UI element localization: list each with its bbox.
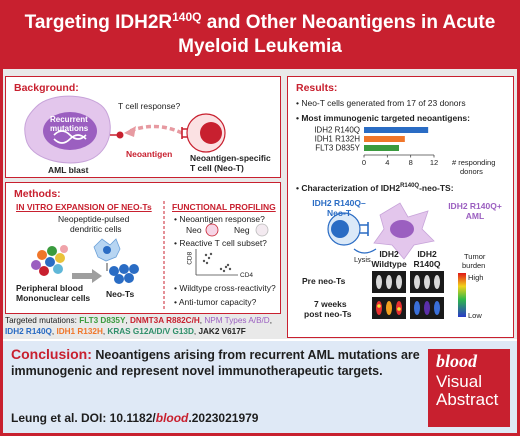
- tcell-response-label: T cell response?: [118, 101, 181, 111]
- x-tick-label: 12: [429, 158, 439, 167]
- conclusion-text: [11, 347, 421, 379]
- methods-panel: Methods: IN VITRO EXPANSION OF NEO-Ts Neopeptide-pulsed dendritic cells Peripheral blood Mononuclear cells Neo-Ts FUNCTIONAL PROFILING • Neoantigen response? Neo Neg • Reactive T cell subset? CD8 CD4 • Wildtype cross-reactivity? • Anti-tumor capacity?: [5, 182, 281, 314]
- mice-wt-post: [376, 301, 402, 315]
- neoantigen-dot: [117, 132, 124, 139]
- q-reactive-subset: Reactive T cell subset?: [179, 238, 267, 248]
- pbmc-cluster-icon: [31, 245, 68, 276]
- bar-mark: [364, 127, 428, 133]
- neg-label: Neg: [234, 225, 250, 235]
- in-vitro-heading: IN VITRO EXPANSION OF NEO-Ts: [16, 202, 152, 212]
- title-part1: Targeting IDH2R: [24, 12, 173, 33]
- x-tick-label: 8: [408, 158, 413, 167]
- background-heading: Background:: [14, 82, 79, 94]
- logo-word: blood: [436, 351, 478, 371]
- col-wt-label-2: Wildtype: [371, 259, 407, 269]
- q-antitumor: Anti-tumor capacity?: [178, 297, 257, 307]
- neoantigen-label: Neoantigen: [126, 149, 173, 159]
- dendritic-cell-icon: [94, 239, 120, 261]
- scale-low-label: Low: [468, 311, 482, 320]
- mutation-npm: NPM Types A/B/D: [204, 316, 270, 325]
- neo-ts-cluster-icon: [109, 264, 139, 284]
- citation: [11, 411, 258, 425]
- targeted-mutations: Targeted mutations: FLT3 D835Y, DNMT3A R882C/H, NPM Types A/B/D, IDH2 R140Q, IDH1 R132H, KRAS G12A/D/V G13D, JAK2 V617F: [5, 316, 272, 336]
- idh2-aml-label-1: IDH2 R140Q+: [448, 201, 502, 211]
- neo-t-label-1: Neoantigen-specific: [190, 153, 271, 163]
- title-part2: and Other Neoantigens in Acute: [201, 12, 496, 33]
- results-panel: Results: • Neo-T cells generated from 17 of 23 donors • Most immunogenic targeted neoantigens: IDH2 R140Q IDH1 R132H FLT3 D835Y 0 4 8 12 # responding donors • Characterization of $IDH2^{R140Q}-neo-TS$: IDH2 R140Q– Neo-T IDH2 R140Q+ AML Lysis IDH2 Wildtype IDH2 R140Q Pre neo-Ts 7 weeks post neo-Ts Tumor burden High Low: [287, 76, 514, 338]
- citation-prefix: Leung et al. DOI: 10.1182/: [11, 411, 156, 425]
- post-neo-label-1: 7 weeks: [314, 299, 347, 309]
- neo-t-lysis-nucleus: [331, 220, 349, 238]
- idh2-neo-t-label-1: IDH2 R140Q–: [312, 198, 366, 208]
- idh2-aml-label-2: AML: [465, 211, 485, 221]
- neo-t-label-2: T cell (Neo-T): [190, 163, 244, 173]
- bar-category-label: FLT3 D835Y: [315, 143, 360, 153]
- neopeptide-label-1: Neopeptide-pulsed: [58, 214, 130, 224]
- logo-abstract: Abstract: [436, 390, 499, 409]
- mutation-dnmt3a: DNMT3A R882C/H: [130, 316, 200, 325]
- x-tick-label: 4: [385, 158, 390, 167]
- aml-blast-label: AML blast: [48, 165, 89, 175]
- neopeptide-label-2: dendritic cells: [70, 224, 122, 234]
- neo-ts-label: Neo-Ts: [106, 289, 135, 299]
- col-wt-label-1: IDH2: [379, 249, 399, 259]
- mutation-idh1: IDH1 R132H: [56, 326, 103, 336]
- col-mut-label-2: R140Q: [413, 259, 441, 269]
- title-sup: 140Q: [172, 10, 202, 24]
- methods-heading: Methods:: [14, 188, 61, 200]
- bar-mark: [364, 145, 399, 151]
- results-heading: Results:: [296, 82, 338, 94]
- tumor-burden-label-1: Tumor: [464, 252, 486, 261]
- recurrent-mutations-label: Recurrent mutations: [50, 115, 89, 133]
- expansion-arrow: [72, 269, 102, 283]
- result-characterization-2: -neo-TS:: [419, 182, 454, 193]
- neo-t-nucleus: [200, 122, 222, 144]
- citation-suffix: .2023021979: [188, 411, 259, 425]
- tcell-response-arrow: [130, 126, 182, 133]
- q-wildtype-cross: Wildtype cross-reactivity?: [179, 283, 276, 293]
- neg-well-icon: [256, 224, 268, 236]
- bar-category-label: IDH1 R132H: [314, 134, 360, 144]
- logo-visual: Visual: [436, 372, 482, 391]
- background-panel: [5, 76, 281, 178]
- logo-visual-abstract: [436, 373, 498, 409]
- mutation-flt3: FLT3 D835Y: [79, 316, 126, 325]
- tcr-receptor-icon: [182, 127, 187, 139]
- arrowhead-icon: [124, 126, 136, 137]
- result-immunogenic: Most immunogenic targeted neoantigens:: [301, 113, 470, 123]
- bar-mark: [364, 136, 405, 142]
- idh2-neo-t-label-2: Neo-T: [326, 208, 352, 218]
- cd4-axis-label: CD4: [240, 272, 254, 279]
- mice-mut-pre: [414, 275, 440, 289]
- targeted-label: Targeted mutations:: [5, 316, 80, 325]
- chart-axis-label-2: donors: [460, 167, 483, 176]
- tumor-burden-scale: [458, 273, 466, 317]
- conclusion-body: Neoantigens arising from recurrent AML mutations are immunogenic and represent novel immunotherapeutic targets.: [11, 348, 420, 378]
- mutation-jak2: JAK2 V617F: [198, 326, 246, 336]
- result-characterization-1: Characterization of IDH2: [301, 182, 401, 193]
- page-title: [13, 11, 507, 59]
- pbmc-label-1: Peripheral blood: [16, 283, 84, 293]
- result-characterization-sup: R140Q: [400, 183, 420, 189]
- conclusion-label: Conclusion:: [11, 346, 92, 362]
- pre-neo-label: Pre neo-Ts: [302, 276, 346, 286]
- chart-axis-label-1: # responding: [452, 158, 496, 167]
- header-banner: [3, 3, 517, 69]
- mutation-idh2: IDH2 R140Q: [5, 326, 52, 336]
- col-mut-label-1: IDH2: [417, 249, 437, 259]
- x-tick-label: 0: [361, 158, 367, 167]
- flow-plot-icon: [196, 249, 238, 275]
- neo-label: Neo: [186, 225, 202, 235]
- tcr-icon: [360, 222, 368, 236]
- citation-journal: blood: [155, 411, 189, 425]
- tumor-burden-label-2: burden: [462, 261, 486, 270]
- mice-wt-pre: [376, 275, 402, 289]
- q-neoantigen-response: Neoantigen response?: [179, 214, 265, 224]
- cd8-axis-label: CD8: [186, 251, 194, 265]
- pbmc-label-2: Mononuclear cells: [16, 293, 91, 303]
- bar-category-label: IDH2 R140Q: [314, 125, 360, 135]
- lysis-label: Lysis: [354, 255, 371, 264]
- functional-heading: FUNCTIONAL PROFILING: [172, 202, 276, 212]
- post-neo-label-2: post neo-Ts: [304, 309, 352, 319]
- aml-target-nucleus: [390, 220, 414, 238]
- scale-high-label: High: [468, 273, 484, 282]
- mice-mut-post: [414, 301, 440, 315]
- result-donors: Neo-T cells generated from 17 of 23 donors: [301, 98, 466, 108]
- title-line2: Myeloid Leukemia: [178, 36, 342, 57]
- blood-visual-abstract-logo: [428, 349, 510, 427]
- neo-well-icon: [206, 224, 218, 236]
- mutation-kras: KRAS G12A/D/V G13D: [107, 326, 194, 336]
